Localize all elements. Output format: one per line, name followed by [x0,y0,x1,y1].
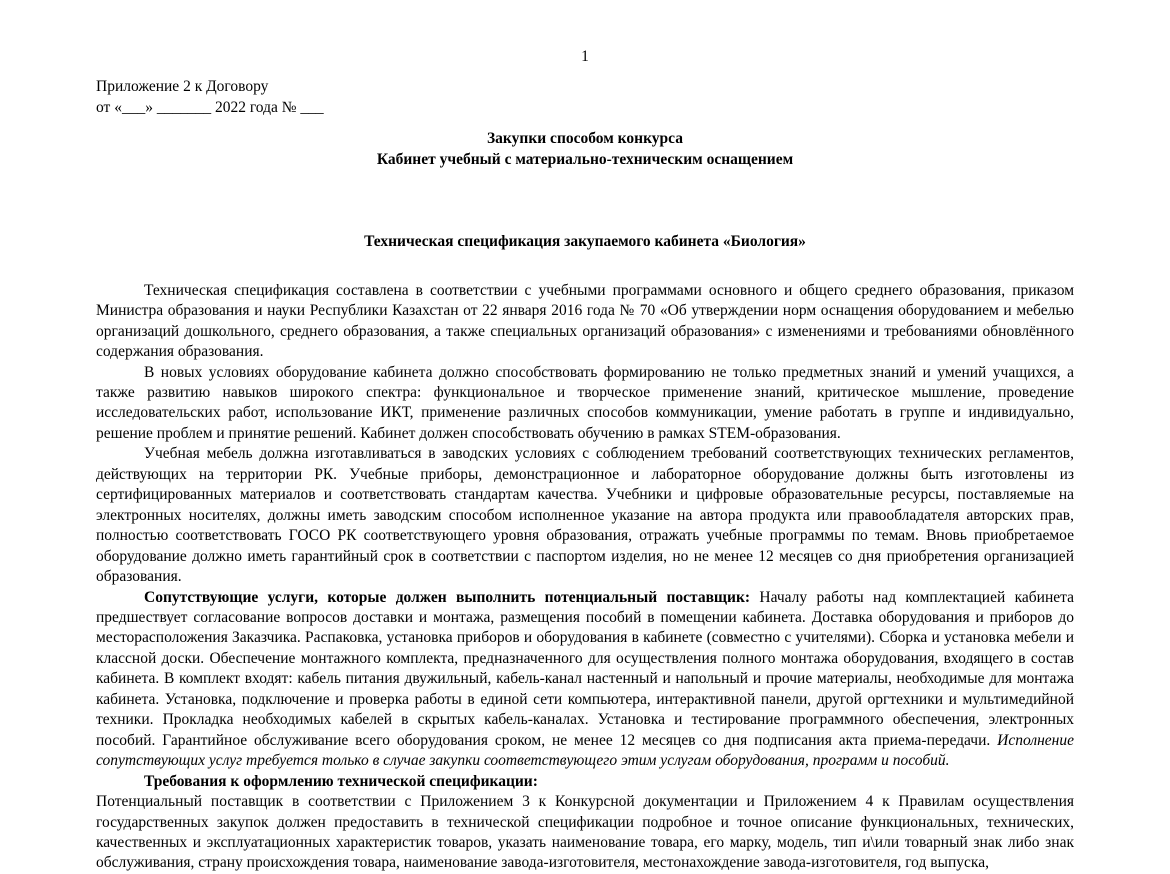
page-number: 1 [581,48,589,65]
spec-requirements-lead: Требования к оформлению технической спецификации: [144,772,538,790]
appendix-line-2: от «___» _______ 2022 года № ___ [96,98,324,116]
paragraph-5-body: Потенциальный поставщик в соответствии с Приложением 3 к Конкурсной документации и Приложением 4 к Правилам осуществления государственных закупок должен предоставить в технической спецификации подробное и точное описание функциональных, технических, качественных и эксплуатационных характеристик товаров, указать наименование товара, его марку, модель, тип и\или товарный знак либо знак обслуживания, страну происхождения товара, наименование завода-изготовителя, местонахождение завода-изготовителя, год выпуска, [96,793,1074,872]
paragraph-5 [96,772,1074,792]
header-line-1: Закупки способом конкурса [487,129,683,147]
accompanying-services-note: Исполнение сопутствующих услуг требуется только в случае закупки соответствующего этим услугам оборудования, программ и пособий. [96,731,1074,770]
header-line-2: Кабинет учебный с материально-техническим оснащением [376,150,794,168]
document-header [96,129,1074,171]
accompanying-services-body: Началу работы над комплектацией кабинета предшествует согласование вопросов доставки и монтажа, размещения пособий в помещении кабинета. Доставка оборудования и приборов до месторасположения Заказчика. Распаковка, установка приборов и оборудования в кабинете (совместно с учителями). Сборка и установка мебели и классной доски. Обеспечение монтажного комплекта, предназначенного для осуществления полного монтажа оборудования, входящего в состав кабинета. В комплект входят: кабель питания двужильный, кабель-канал настенный и напольный и прочие материалы, необходимые для монтажа кабинета. Установка, подключение и проверка работы в единой сети компьютера, интерактивной панели, другой оргтехники и мультимедийной техники. Прокладка необходимых кабелей в скрытых кабель-каналах. Установка и тестирование программного обеспечения, электронных пособий. Гарантийное обслуживание всего оборудования сроком, не менее 12 месяцев со дня подписания акта приема-передачи. [96,588,1074,749]
spec-title: Техническая спецификация закупаемого кабинета «Биология» [364,232,806,250]
paragraph-4 [96,588,1074,772]
paragraph-1: Техническая спецификация составлена в соответствии с учебными программами основного и общего среднего образования, приказом Министра образования и науки Республики Казахстан от 22 января 2016 года № 70 «Об утверждении норм оснащения оборудованием и мебелью организаций дошкольного, среднего образования, а также специальных организаций образования» с изменениями и требованиями обновлённого содержания образования. [96,281,1074,361]
appendix-line-1: Приложение 2 к Договору [96,78,269,96]
appendix-block [96,77,1074,119]
accompanying-services-lead: Сопутствующие услуги, которые должен выполнить потенциальный поставщик: [144,588,751,606]
paragraph-2: В новых условиях оборудование кабинета должно способствовать формированию не только предметных знаний и умений учащихся, а также развитию навыков широкого спектра: функциональное и творческое применение знаний, критическое мышление, проведение исследовательских работ, использование ИКТ, применение различных способов коммуникации, умение работать в группе и индивидуально, решение проблем и принятие решений. Кабинет должен способствовать обучению в рамках STEM-образования. [96,363,1074,442]
paragraph-3: Учебная мебель должна изготавливаться в заводских условиях с соблюдением требований соответствующих технических регламентов, действующих на территории РК. Учебные приборы, демонстрационное и лабораторное оборудование должны быть изготовлены из сертифицированных материалов и соответствовать стандартам качества. Учебники и цифровые образовательные ресурсы, поставляемые на электронных носителях, должны иметь заводским способом исполненное указание на автора продукта или правообладателя авторских прав, полностью соответствовать ГОСО РК соответствующего уровня образования, отражать учебные программы по темам. Вновь приобретаемое оборудование должно иметь гарантийный срок в соответствии с паспортом изделия, но не менее 12 месяцев со дня приобретения организацией образования. [96,445,1074,586]
